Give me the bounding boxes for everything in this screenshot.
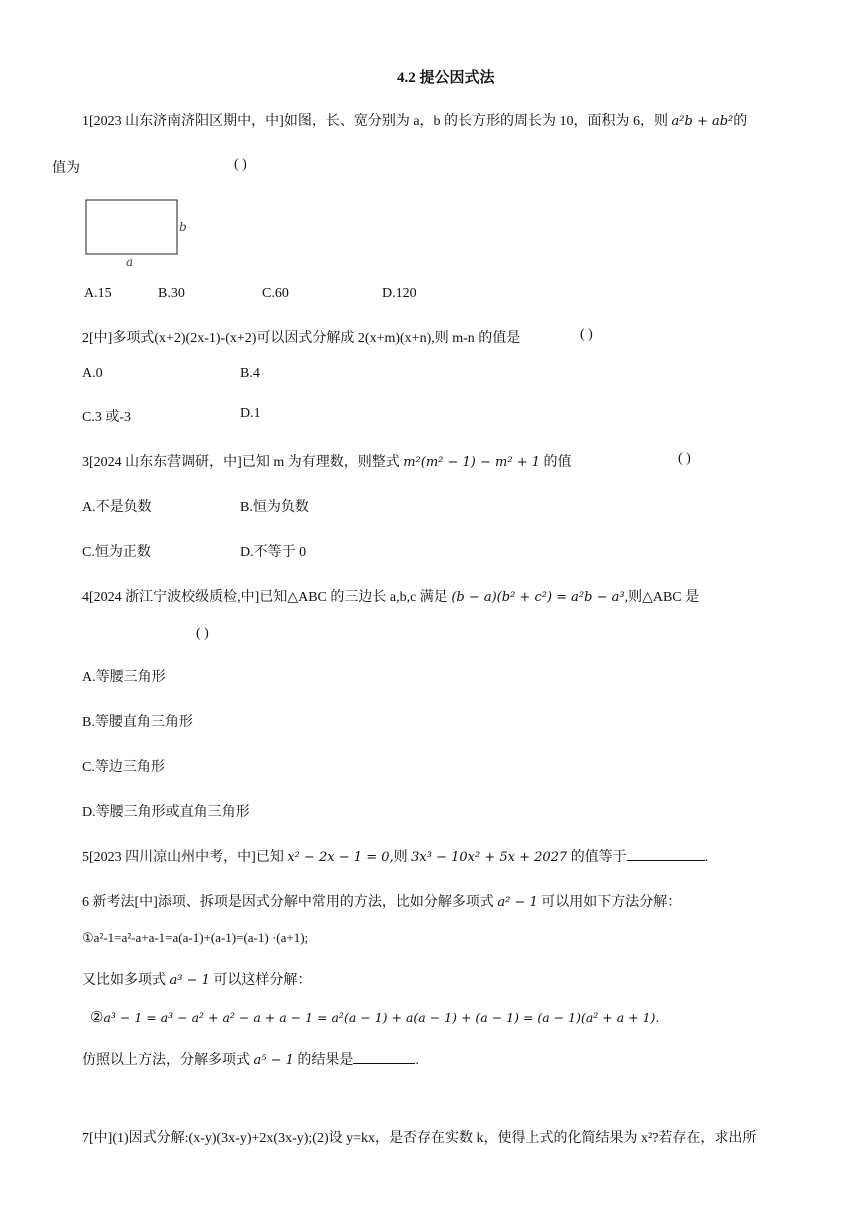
question-6-period: .	[415, 1053, 419, 1068]
question-1-option-b: B.30	[158, 286, 185, 301]
question-6-line-3-expression: a³ − 1	[169, 973, 210, 988]
question-6-line-3-end: 可以这样分解：	[213, 973, 312, 988]
question-4-answer-paren: ( )	[196, 626, 209, 641]
question-4-option-c: C.等边三角形	[82, 760, 165, 775]
question-5-text-end: 的值等于	[570, 850, 627, 865]
rectangle-shape	[86, 200, 177, 254]
question-4-text: 4[2024 浙江宁波校级质检,中]已知△ABC 的三边长 a,b,c 满足	[82, 590, 448, 605]
question-3	[82, 451, 572, 471]
question-3-text-end: 的值	[543, 455, 572, 470]
question-1-text-end: 的	[733, 114, 748, 129]
question-4-option-b: B.等腰直角三角形	[82, 715, 193, 730]
question-2-text: 2[中]多项式(x+2)(2x-1)-(x+2)可以因式分解成 2(x+m)(x+n),则 m-n 的值是	[82, 331, 521, 346]
rectangle-label-a: a	[126, 255, 134, 269]
question-7-text: 7[中](1)因式分解:(x-y)(3x-y)+2x(3x-y);(2)设 y=kx，是否存在实数 k，使得上式的化简结果为 x²?若存在，求出所	[82, 1131, 757, 1146]
question-1-option-c: C.60	[262, 286, 289, 301]
question-5	[82, 846, 708, 866]
question-1-line2	[52, 157, 80, 177]
question-4	[82, 586, 699, 606]
circled-two-mark: ②	[90, 1010, 104, 1026]
question-6-text-end: 可以用如下方法分解：	[541, 895, 682, 910]
question-1-line2-text: 值为	[52, 161, 80, 176]
question-6-line-3-text: 又比如多项式	[82, 973, 166, 988]
question-5-period: .	[704, 850, 709, 865]
question-4-option-a: A.等腰三角形	[82, 670, 166, 685]
question-2-option-d: D.1	[240, 406, 261, 421]
page-title: 4.2 提公因式法	[397, 70, 495, 86]
question-5-text: 5[2023 四川凉山州中考，中]已知	[82, 850, 284, 865]
question-2-option-b: B.4	[240, 366, 260, 381]
question-6-text: 6 新考法[中]添项、拆项是因式分解中常用的方法，比如分解多项式	[82, 895, 494, 910]
question-5-mid: 则	[393, 850, 408, 865]
question-7	[82, 1127, 756, 1147]
question-2-answer-paren: ( )	[580, 327, 593, 342]
question-1-option-d: D.120	[382, 286, 417, 301]
rectangle-figure	[80, 194, 190, 270]
question-2	[82, 327, 520, 347]
question-6-line-5-text: 仿照以上方法，分解多项式	[82, 1053, 250, 1068]
question-4-option-d: D.等腰三角形或直角三角形	[82, 805, 250, 820]
question-1-expression: a²b + ab²	[671, 114, 734, 129]
question-6-line-5-end: 的结果是	[297, 1053, 354, 1068]
question-2-option-c: C.3 或-3	[82, 410, 131, 425]
question-3-text: 3[2024 山东东营调研，中]已知 m 为有理数，则整式	[82, 455, 400, 470]
question-1-text: 1[2023 山东济南济阳区期中，中]如图，长、宽分别为 a，b 的长方形的周长为 10，面积为 6，则	[82, 114, 669, 129]
question-6-line-3	[82, 969, 311, 989]
question-6-answer-blank[interactable]	[353, 1051, 415, 1064]
question-3-option-c: C.恒为正数	[82, 545, 151, 560]
question-3-answer-paren: ( )	[678, 451, 691, 466]
question-6-example-2	[90, 1008, 659, 1027]
question-1-answer-paren: ( )	[234, 157, 247, 172]
question-2-option-a: A.0	[82, 366, 103, 381]
question-4-expression: (b − a)(b² + c²) = a²b − a³	[451, 590, 625, 605]
question-6	[82, 891, 681, 911]
question-5-expression-2: 3x³ − 10x² + 5x + 2027	[411, 850, 568, 865]
question-4-text-end: ,则△ABC 是	[624, 590, 700, 605]
question-3-option-b: B.恒为负数	[240, 500, 309, 515]
question-5-answer-blank[interactable]	[627, 848, 705, 861]
question-1	[82, 110, 747, 130]
rectangle-label-b: b	[179, 220, 187, 234]
question-6-line-5-expression: a⁵ − 1	[253, 1053, 294, 1068]
question-3-option-a: A.不是负数	[82, 500, 152, 515]
question-6-example-1: ①a²-1=a²-a+a-1=a(a-1)+(a-1)=(a-1) ·(a+1);	[82, 930, 309, 945]
question-3-expression: m²(m² − 1) − m² + 1	[403, 455, 540, 470]
question-1-option-a: A.15	[84, 286, 112, 301]
question-3-option-d: D.不等于 0	[240, 545, 307, 560]
question-6-line-5	[82, 1049, 419, 1069]
question-6-expression: a² − 1	[497, 895, 538, 910]
question-6-example-2-expression: a³ − 1 = a³ − a² + a² − a + a − 1 = a²(a − 1) + a(a − 1) + (a − 1) = (a − 1)(a² + a + 1).	[103, 1010, 660, 1025]
question-5-expression-1: x² − 2x − 1 = 0,	[287, 850, 394, 865]
